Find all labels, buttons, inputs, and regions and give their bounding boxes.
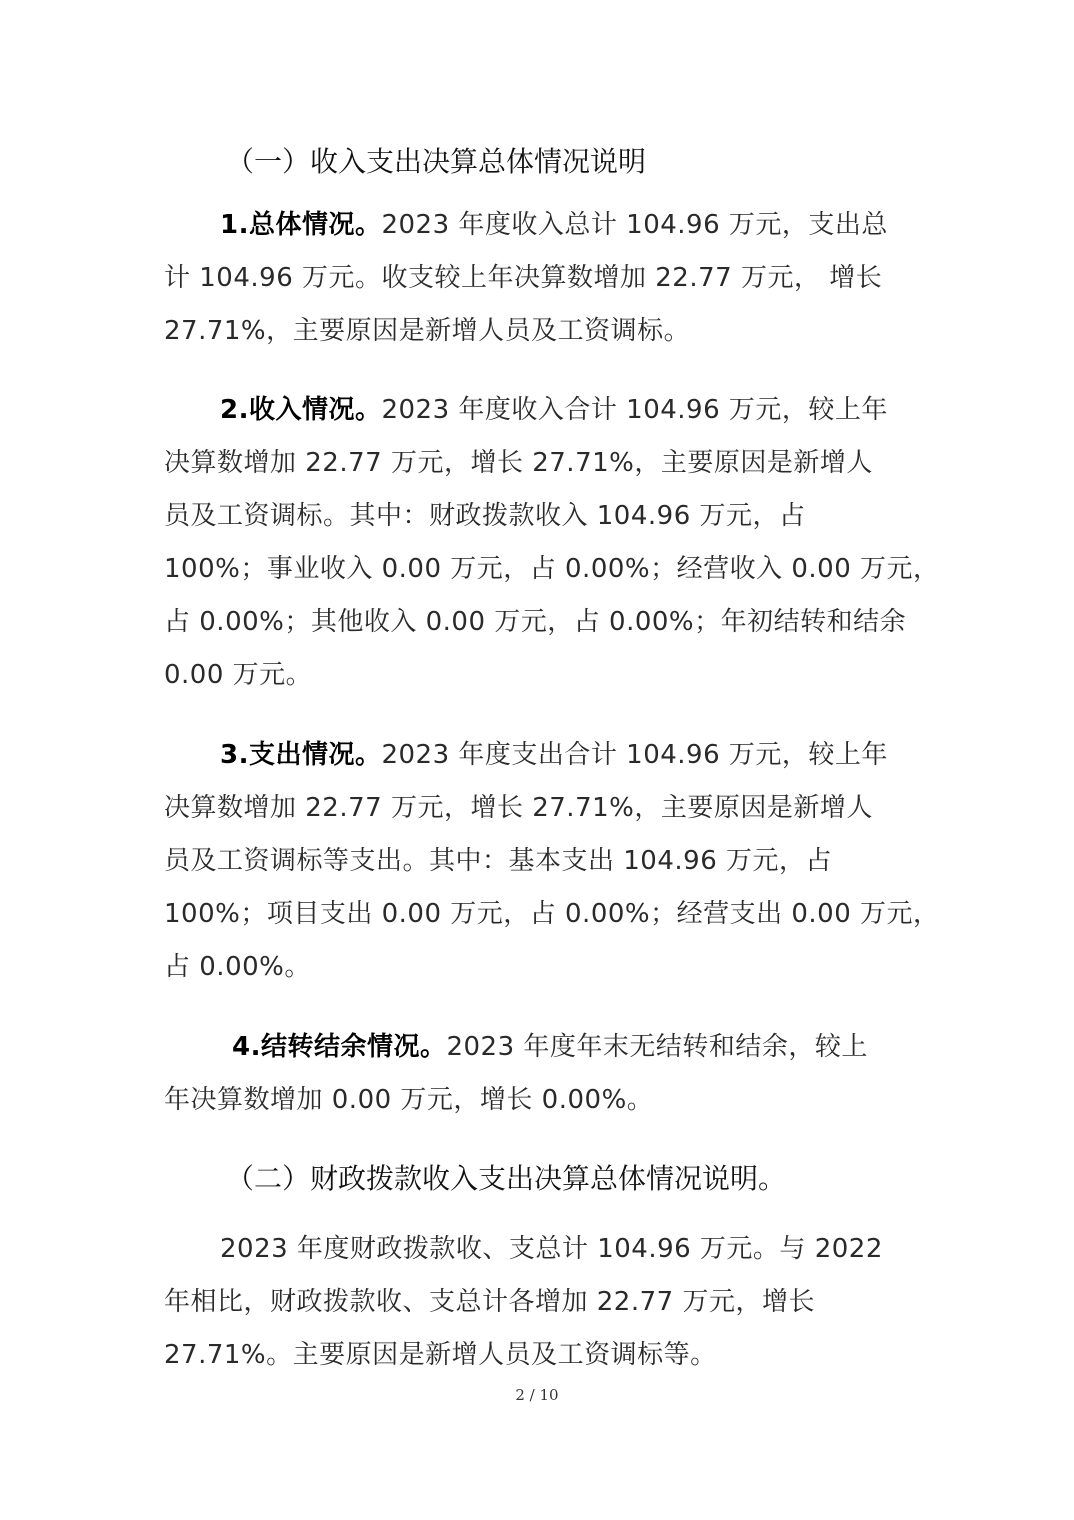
paragraph-line: 27.71%，主要原因是新增人员及工资调标。 xyxy=(164,316,691,346)
paragraph-text: 2023 年度年末无结转和结余，较上 xyxy=(446,1032,868,1062)
paragraph-overall xyxy=(164,199,904,358)
paragraph-line: 27.71%。主要原因是新增人员及工资调标等。 xyxy=(164,1340,717,1370)
paragraph-line xyxy=(164,384,904,437)
paragraph-line: 计 104.96 万元。收支较上年决算数增加 22.77 万元， 增长 xyxy=(164,263,883,293)
paragraph-line: 占 0.00%。 xyxy=(164,952,311,982)
paragraph-line: 员及工资调标。其中：财政拨款收入 104.96 万元，占 xyxy=(164,501,806,531)
paragraph-text: 2023 年度收入合计 104.96 万元，较上年 xyxy=(381,395,888,425)
paragraph-line: 100%；事业收入 0.00 万元，占 0.00%；经营收入 0.00 万元， xyxy=(164,554,940,584)
section-heading-1: （一）收入支出决算总体情况说明 xyxy=(226,145,647,178)
paragraph-line: 年决算数增加 0.00 万元，增长 0.00%。 xyxy=(164,1085,654,1115)
paragraph-line: 年相比，财政拨款收、支总计各增加 22.77 万元，增长 xyxy=(164,1287,815,1317)
paragraph-text: 2023 年度支出合计 104.96 万元，较上年 xyxy=(381,740,888,770)
paragraph-line: 员及工资调标等支出。其中：基本支出 104.96 万元，占 xyxy=(164,846,833,876)
paragraph-lead: 3.支出情况。 xyxy=(220,740,382,770)
paragraph-line: 100%；项目支出 0.00 万元，占 0.00%；经营支出 0.00 万元， xyxy=(164,899,940,929)
paragraph-line xyxy=(164,199,904,252)
paragraph-line: 决算数增加 22.77 万元，增长 27.71%，主要原因是新增人 xyxy=(164,448,873,478)
paragraph-line: 0.00 万元。 xyxy=(164,660,313,690)
page-number: 2 / 10 xyxy=(515,1386,559,1404)
paragraph-lead: 4.结转结余情况。 xyxy=(232,1032,447,1062)
paragraph-line: 占 0.00%；其他收入 0.00 万元，占 0.00%；年初结转和结余 xyxy=(164,607,907,637)
paragraph-fiscal xyxy=(164,1223,904,1382)
paragraph-lead: 1.总体情况。 xyxy=(220,210,382,240)
paragraph-lead: 2.收入情况。 xyxy=(220,395,382,425)
paragraph-line: 决算数增加 22.77 万元，增长 27.71%，主要原因是新增人 xyxy=(164,793,873,823)
paragraph-text: 2023 年度收入总计 104.96 万元，支出总 xyxy=(381,210,888,240)
paragraph-line xyxy=(164,1021,904,1074)
paragraph-income xyxy=(164,384,940,702)
paragraph-line xyxy=(164,729,904,782)
paragraph-line: 2023 年度财政拨款收、支总计 104.96 万元。与 2022 xyxy=(220,1234,883,1264)
paragraph-expenditure xyxy=(164,729,940,994)
section-heading-2: （二）财政拨款收入支出决算总体情况说明。 xyxy=(226,1162,787,1195)
paragraph-carryover xyxy=(164,1021,904,1127)
